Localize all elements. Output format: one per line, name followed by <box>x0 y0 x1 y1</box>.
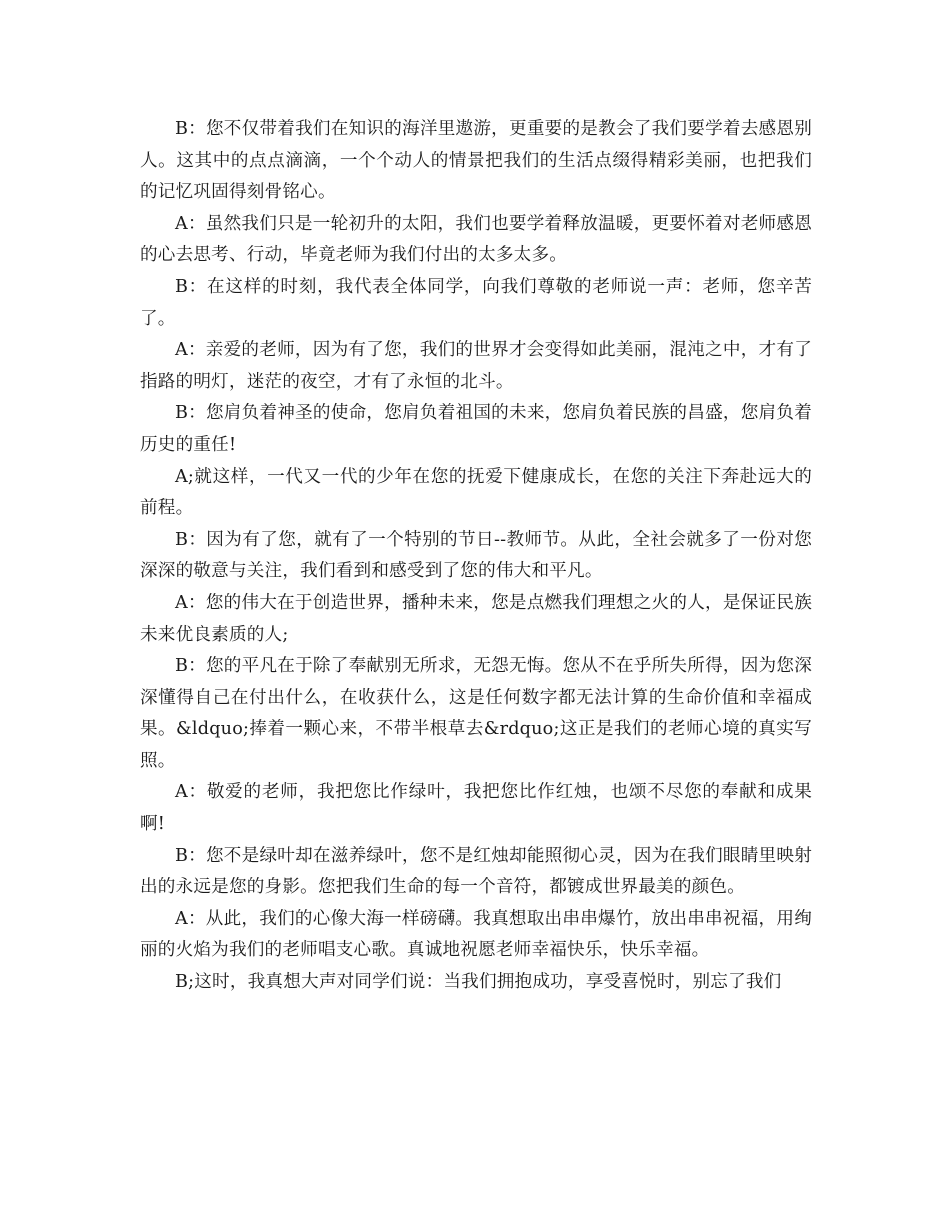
paragraph-13: B;这时，我真想大声对同学们说：当我们拥抱成功，享受喜悦时，别忘了我们 <box>175 972 782 993</box>
paragraph-9: B：您的平凡在于除了奉献别无所求，无怨无悔。您从不在乎所失所得，因为您深深懂得自己在付出什么，在收获什么，这是任何数字都无法计算的生命价值和幸福成果。&ldquo;捧着一颗心来，不带半根草去&rdquo;这正是我们的老师心境的真实写照。 <box>140 656 812 771</box>
paragraph-3: B：在这样的时刻，我代表全体同学，向我们尊敬的老师说一声：老师，您辛苦了。 <box>140 276 812 329</box>
paragraph-10: A：敬爱的老师，我把您比作绿叶，我把您比作红烛，也颂不尽您的奉献和成果啊! <box>140 782 812 835</box>
document-body <box>140 114 812 999</box>
paragraph-8: A：您的伟大在于创造世界，播种未来，您是点燃我们理想之火的人，是保证民族未来优良素质的人; <box>140 592 812 645</box>
paragraph-12: A：从此，我们的心像大海一样磅礴。我真想取出串串爆竹，放出串串祝福，用绚丽的火焰为我们的老师唱支心歌。真诚地祝愿老师幸福快乐，快乐幸福。 <box>140 908 812 961</box>
paragraph-1: B：您不仅带着我们在知识的海洋里遨游，更重要的是教会了我们要学着去感恩别人。这其中的点点滴滴，一个个动人的情景把我们的生活点缀得精彩美丽，也把我们的记忆巩固得刻骨铭心。 <box>140 119 812 203</box>
paragraph-7: B：因为有了您，就有了一个特别的节日--教师节。从此，全社会就多了一份对您深深的敬意与关注，我们看到和感受到了您的伟大和平凡。 <box>140 529 812 582</box>
paragraph-4: A：亲爱的老师，因为有了您，我们的世界才会变得如此美丽，混沌之中，才有了指路的明灯，迷茫的夜空，才有了永恒的北斗。 <box>140 340 812 392</box>
paragraph-5: B：您肩负着神圣的使命，您肩负着祖国的未来，您肩负着民族的昌盛，您肩负着历史的重任! <box>140 403 812 455</box>
paragraph-6: A;就这样，一代又一代的少年在您的抚爱下健康成长，在您的关注下奔赴远大的前程。 <box>140 466 812 519</box>
paragraph-11: B：您不是绿叶却在滋养绿叶，您不是红烛却能照彻心灵，因为在我们眼睛里映射出的永远是您的身影。您把我们生命的每一个音符，都镀成世界最美的颜色。 <box>140 845 812 898</box>
paragraph-2: A：虽然我们只是一轮初升的太阳，我们也要学着释放温暖，更要怀着对老师感恩的心去思考、行动，毕竟老师为我们付出的太多太多。 <box>140 213 812 266</box>
